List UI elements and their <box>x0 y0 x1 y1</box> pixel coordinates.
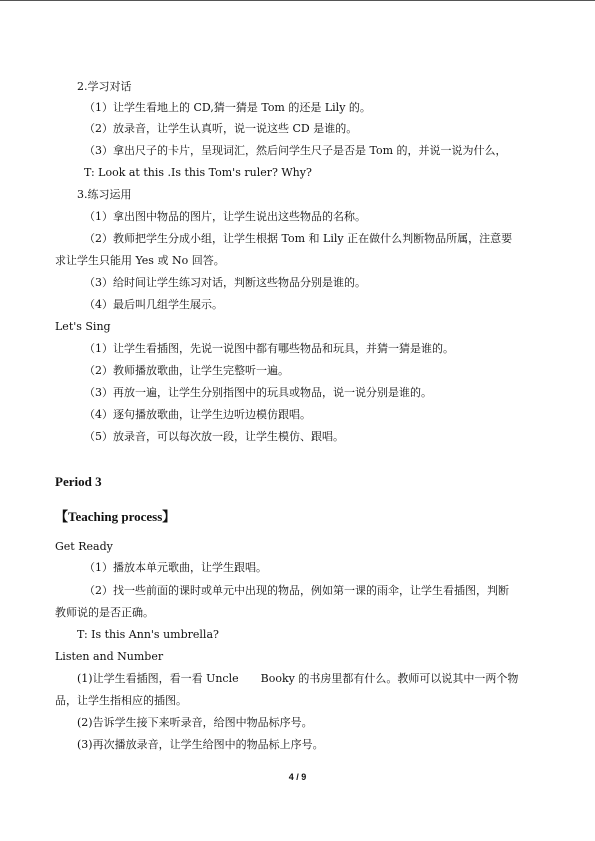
text-line: （2）找一些前面的课时或单元中出现的物品，例如第一课的雨伞，让学生看插图，判断 <box>84 584 509 597</box>
page-number: 4 / 9 <box>288 772 307 782</box>
section-heading: 2.学习对话 <box>77 80 132 93</box>
text-line: （1）让学生看地上的 CD,猜一猜是 Tom 的还是 Lily 的。 <box>84 101 371 114</box>
section-heading: Get Ready <box>55 540 113 553</box>
text-line: (2)告诉学生接下来听录音，给图中物品标序号。 <box>77 716 313 729</box>
process-title: 【Teaching process】 <box>55 509 176 524</box>
text-line: 教师说的是否正确。 <box>55 606 154 619</box>
text-line: （4）逐句播放歌曲，让学生边听边模仿跟唱。 <box>84 408 311 421</box>
section-heading: Listen and Number <box>55 650 164 663</box>
text-line: （4）最后叫几组学生展示。 <box>84 298 223 311</box>
text-line: T: Is this Ann's umbrella? <box>77 628 219 641</box>
section-heading: Let's Sing <box>55 320 111 333</box>
text-line: 求让学生只能用 Yes 或 No 回答。 <box>55 254 225 267</box>
text-line: (1)让学生看插图，看一看 Uncle Booky 的书房里都有什么。教师可以说其中一两个物 <box>77 672 519 685</box>
text-line: （2）教师把学生分成小组，让学生根据 Tom 和 Lily 正在做什么判断物品所属，注意要 <box>84 232 513 245</box>
text-line: T: Look at this .Is this Tom's ruler? Why? <box>84 166 312 179</box>
text-line: （3）给时间让学生练习对话，判断这些物品分别是谁的。 <box>84 276 366 289</box>
text-line: 品，让学生指相应的插图。 <box>55 694 187 707</box>
section-heading: 3.练习运用 <box>77 188 132 201</box>
text-line: （2）教师播放歌曲，让学生完整听一遍。 <box>84 364 289 377</box>
period-title: Period 3 <box>55 474 102 489</box>
header-rule <box>0 0 595 1</box>
text-line: （3）再放一遍，让学生分别指图中的玩具或物品，说一说分别是谁的。 <box>84 386 432 399</box>
text-line: （3）拿出尺子的卡片，呈现词汇，然后问学生尺子是否是 Tom 的，并说一说为什么， <box>84 144 507 157</box>
text-line: (3)再次播放录音，让学生给图中的物品标上序号。 <box>77 738 324 751</box>
text-line: （2）放录音，让学生认真听，说一说这些 CD 是谁的。 <box>84 122 358 135</box>
text-line: （1）拿出图中物品的图片，让学生说出这些物品的名称。 <box>84 210 366 223</box>
text-line: （1）让学生看插图，先说一说图中都有哪些物品和玩具，并猜一猜是谁的。 <box>84 342 454 355</box>
text-line: （5）放录音，可以每次放一段，让学生模仿、跟唱。 <box>84 430 344 443</box>
text-line: （1）播放本单元歌曲，让学生跟唱。 <box>84 561 267 574</box>
